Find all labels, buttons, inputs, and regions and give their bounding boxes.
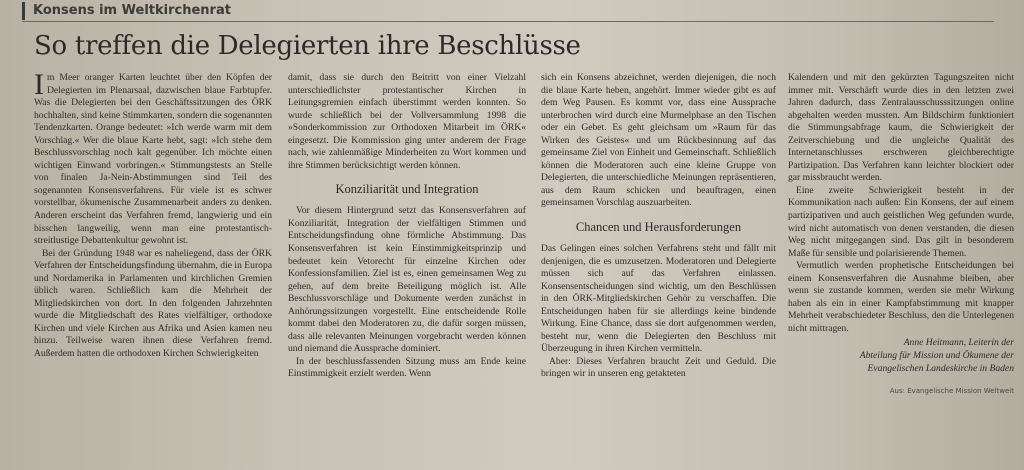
subheading-chancen: Chancen und Herausforderungen	[575, 220, 742, 235]
article-column-3	[541, 72, 776, 464]
article-paragraph	[34, 72, 272, 248]
author-byline	[788, 337, 1014, 375]
section-rubric: Konsens im Weltkirchenrat	[22, 2, 231, 20]
article-paragraph: Das Gelingen eines solchen Verfahrens steht und fällt mit denjenigen, die es umzusetzen. Moderatoren und Delegierte müssen sich auf das Verfahren einlassen. Konsensentscheidungen sind wichtig, um den Beschlüssen in den ÖRK-Mitgliedskirchen Gehör zu verschaffen. Die Entscheidungen haben für sie allerdings keine bindende Wirkung. Eine Chance, dass sie dort aufgenommen werden, besteht nur, wenn die Delegierten den Beschluss mit Überzeugung in ihren Kirchen vermitteln.	[541, 243, 776, 355]
source-credit: Aus: Evangelische Mission Weltweit	[889, 387, 1014, 396]
article-paragraph: Vor diesem Hintergrund setzt das Konsensverfahren auf Konziliarität, Integration der vielfältigen Stimmen und Entscheidungsfindung ohne förmliche Abstimmung. Das Konsensverfahren ist kein Einstimmigkeitsprinzip und bedeutet kein Vetorecht für einzelne Kirchen oder Konfessionsfamilien. Ziel ist es, einen gemeinsamen Weg zu gehen, auf dem breite Beteiligung möglich ist. Alle Beschlussvorschläge und Dokumente werden zunächst in Anhörungssitzungen vorgestellt. Eine entscheidende Rolle kommt dabei den Moderatoren zu, die dafür sorgen müssen, dass alle relevanten Meinungen vorgebracht werden können und niemand die Aussprache dominiert.	[288, 205, 526, 355]
dropcap-letter: I	[34, 72, 44, 101]
article-paragraph: damit, dass sie durch den Beitritt von einer Vielzahl unterschiedlichster protestantischer Kirchen in Leitungsgremien einfach überstimmt werden konnten. So wurde schließlich bei der Vollversammlung 1998 die »Sonderkommission zur Orthodoxen Mitarbeit im ÖRK« eingesetzt. Die Kommission ging unter anderem der Frage nach, wie zahlenmäßige Minderheiten zu Wort kommen und ihre Stimmen berücksichtigt werden können.	[288, 72, 526, 171]
article-column-4	[788, 72, 1014, 464]
article-paragraph: In der beschlussfassenden Sitzung muss am Ende keine Einstimmigkeit erzielt werden. Wenn	[288, 355, 526, 380]
article-paragraph: Bei der Gründung 1948 war es naheliegend, dass der ÖRK Verfahren der Entscheidungsfindung übernahm, die in Europa und Nordamerika in Parlamenten und kirchlichen Gremien üblich waren. Schließlich kam die Mehrheit der Mitgliedskirchen von dort. In den folgenden Jahrzehnten wurde die Mitgliedschaft des Rates vielfältiger, orthodoxe Kirchen und viele Kirchen aus Afrika und Asien kamen neu hinzu. Teilweise waren ihnen diese Verfahren fremd. Außerdem hatten die orthodoxen Kirchen Schwierigkeiten	[34, 247, 272, 360]
rubric-rule	[22, 21, 994, 22]
article-column-2	[288, 72, 526, 464]
byline-name: Anne Heitmann, Leiterin der	[903, 337, 1014, 349]
paragraph-text: m Meer oranger Karten leuchtet über den Köpfen der Delegierten im Plenarsaal, dazwischen blaue Farbtupfer. Was die Delegierten bei den Geschäftssitzungen des ÖRK hochhalten, sind keine Stimmkarten, sondern die sogenannten Tendenzkarten. Orange bedeutet: »Ich werde warm mit dem Vorschlag.« Wer die blaue Karte hebt, sagt: »Ich stehe dem Beschlussvorschlag noch kalt gegenüber. Ich möchte einen wichtigen Einwand vorbringen.« Stimmungstests an Stelle von finalen Ja-Nein-Abstimmungen sind Teil des sogenannten Konsensverfahrens. Für viele ist es schwer vorstellbar, ökumenische Zusammenarbeit anders zu denken. Anderen erscheint das Verfahren fremd, langwierig und ein bisschen langweilig, wenn man eine protestantisch-streitlustige Debattenkultur gewohnt ist.	[34, 72, 272, 247]
article-paragraph: Aber: Dieses Verfahren braucht Zeit und Geduld. Die bringen wir in unseren eng getakteten	[541, 355, 776, 380]
subheading-konziliaritaet: Konziliarität und Integration	[335, 182, 479, 197]
article-paragraph: Vermutlich werden prophetische Entscheidungen bei einem Konsensverfahren die Ausnahme bleiben, aber wenn sie zustande kommen, werden sie mehr Wirkung haben als ein in einer Kampfabstimmung mit knapper Mehrheit verabschiedeter Beschluss, den die Unterlegenen nicht mittragen.	[788, 260, 1014, 334]
article-paragraph: Eine zweite Schwierigkeit besteht in der Kommunikation nach außen: Ein Konsens, der auf einem partizipativen und auch geistlichen Weg gefunden wurde, wird nicht automatisch von denen verstanden, die diesen Weg nicht mitgegangen sind. Das gilt in besonderem Maße für sensible und polarisierende Themen.	[788, 184, 1014, 259]
article-paragraph: sich ein Konsens abzeichnet, werden diejenigen, die noch die blaue Karte heben, angehört. Immer wieder gibt es auf dem Weg Pausen. Es kommt vor, dass eine Aussprache unterbrochen wird durch eine Murmelphase an den Tischen oder ein Gebet. Es geht gleichsam um »Raum für das Wirken des Geistes« und um Rückbesinnung auf das gemeinsame Ziel von Einheit und Gemeinschaft. Schließlich können die Moderatoren auch eine kleine Gruppe von Delegierten, die unterschiedliche Meinungen repräsentieren, aus dem Raum schicken und beauftragen, einen gemeinsamen Vorschlag auszuarbeiten.	[541, 72, 776, 209]
article-paragraph: Kalendern und mit den gekürzten Tagungszeiten nicht immer mit. Verschärft wurde dies in den letzten zwei Jahren dadurch, dass Zentralausschusssitzungen online abgehalten werden mussten. Am Bildschirm funktioniert die Stimmungsabfrage kaum, die Schwierigkeit der Zeitverschiebung und die ungleiche Qualität des Internetanschlusses erschweren gleichberechtigte Partizipation. Das Verfahren kann leichter blockiert oder gar missbraucht werden.	[788, 72, 1014, 184]
article-headline: So treffen die Delegierten ihre Beschlüsse	[34, 31, 581, 61]
article-column-1	[34, 72, 272, 464]
byline-line-2: Abteilung für Mission und Ökumene der	[859, 350, 1014, 362]
byline-line-3: Evangelischen Landeskirche in Baden	[867, 362, 1014, 374]
